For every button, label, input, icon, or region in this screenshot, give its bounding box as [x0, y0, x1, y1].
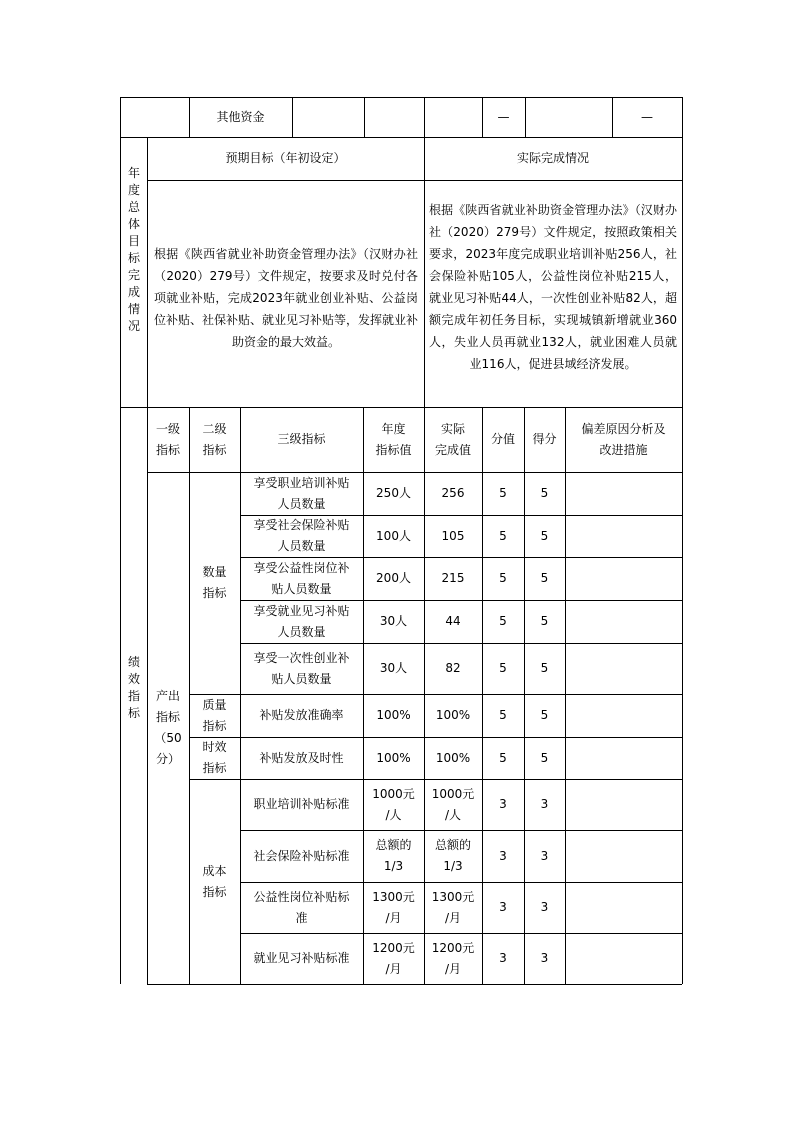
analysis-cell: [565, 933, 682, 984]
target-cell: 100人: [376, 528, 411, 543]
target-cell: 总额的 1/3: [375, 838, 412, 873]
analysis-cell: [565, 737, 682, 779]
dash-cell: —: [641, 109, 653, 124]
level3-cell: 享受就业见习补贴 人员数量: [253, 603, 350, 639]
target-cell: 100%: [376, 708, 411, 722]
actual-cell: 82: [445, 661, 461, 675]
level3-cell: 公益性岗位补贴标 准: [253, 889, 350, 925]
header-level3: 三级指标: [277, 432, 326, 446]
actual-cell: 105: [441, 528, 465, 543]
score-cell: 5: [499, 486, 507, 500]
earned-cell: 5: [540, 614, 549, 628]
score-cell: 5: [499, 528, 507, 543]
actual-completion-header: 实际完成情况: [516, 151, 589, 165]
level3-cell: 享受社会保险补贴 人员数量: [253, 518, 350, 553]
actual-cell: 44: [445, 614, 461, 628]
header-target: 年度 指标值: [375, 421, 412, 457]
actual-cell: 1300元 /月: [431, 889, 475, 925]
target-cell: 30人: [379, 661, 408, 675]
earned-cell: 3: [540, 900, 549, 914]
actual-cell: 256: [441, 486, 465, 500]
target-cell: 1000元 /人: [372, 786, 415, 822]
score-cell: 3: [499, 900, 507, 914]
analysis-cell: [565, 600, 682, 643]
quantity-indicator-label: 数量 指标: [202, 565, 227, 600]
analysis-cell: [565, 830, 682, 882]
level3-cell: 职业培训补贴标准: [253, 797, 350, 811]
score-cell: 5: [499, 571, 507, 585]
earned-cell: 3: [540, 848, 549, 863]
expected-goal-header: 预期目标（年初设定）: [225, 151, 346, 165]
header-level2: 二级 指标: [202, 421, 227, 457]
actual-cell: 100%: [435, 750, 471, 765]
other-funds-label: 其他资金: [216, 109, 265, 124]
earned-cell: 3: [540, 797, 549, 811]
header-actual: 实际 完成值: [434, 421, 471, 457]
score-cell: 5: [499, 661, 507, 675]
actual-cell: 1200元 /月: [431, 940, 475, 976]
actual-cell: 1000元 /人: [431, 786, 475, 822]
analysis-cell: [565, 694, 682, 737]
quality-indicator-label: 质量 指标: [202, 697, 227, 733]
level3-cell: 社会保险补贴标准: [253, 848, 350, 863]
score-cell: 5: [499, 614, 507, 628]
header-score: 分值: [490, 432, 515, 446]
level3-cell: 享受一次性创业补 贴人员数量: [253, 650, 350, 686]
header-earned: 得分: [532, 432, 557, 446]
earned-cell: 3: [540, 951, 549, 965]
earned-cell: 5: [540, 708, 549, 722]
analysis-cell: [565, 472, 682, 515]
cost-indicator-label: 成本 指标: [202, 863, 227, 899]
score-cell: 3: [499, 951, 507, 965]
timeliness-indicator-label: 时效 指标: [202, 740, 227, 775]
target-cell: 250人: [376, 486, 411, 500]
earned-cell: 5: [540, 486, 549, 500]
score-cell: 5: [499, 708, 507, 722]
actual-cell: 215: [441, 571, 465, 585]
actual-cell: 总额的 1/3: [434, 838, 471, 873]
expected-goal-text: 根据《陕西省就业补助资金管理办法》（汉财办社（2020）279号）文件规定，按要求及时兑付各项就业补贴，完成2023年就业创业补贴、公益岗位补贴、社保补贴、就业见习补贴等，发挥就业补助资金的最大效益。: [154, 247, 419, 349]
actual-cell: 100%: [435, 708, 471, 722]
earned-cell: 5: [540, 571, 549, 585]
actual-completion-text: 根据《陕西省就业补助资金管理办法》（汉财办社（2020）279号）文件规定，按照政策相关要求，2023年度完成职业培训补贴256人，社会保险补贴105人，公益性岗位补贴215人，就业见习补贴44人，一次性创业补贴82人，超额完成年初任务目标，实现城镇新增就业360人，失业人员再就业132人，就业困难人员就业116人，促进县域经济发展。: [429, 203, 677, 371]
level3-cell: 享受职业培训补贴 人员数量: [253, 475, 350, 511]
annual-objective-label: 年度总体目标完成情况: [127, 166, 140, 333]
analysis-cell: [565, 643, 682, 694]
target-cell: 30人: [379, 614, 408, 628]
header-level1: 一级 指标: [155, 421, 180, 457]
analysis-cell: [565, 779, 682, 830]
level3-cell: 享受公益性岗位补 贴人员数量: [253, 560, 350, 596]
target-cell: 100%: [376, 750, 411, 765]
level3-cell: 补贴发放准确率: [259, 708, 344, 722]
level3-cell: 就业见习补贴标准: [253, 951, 350, 965]
analysis-cell: [565, 515, 682, 557]
score-cell: 3: [499, 797, 507, 811]
performance-indicator-label: 绩效指标: [127, 655, 140, 720]
level3-cell: 补贴发放及时性: [259, 750, 344, 765]
analysis-cell: [565, 557, 682, 600]
earned-cell: 5: [540, 750, 549, 765]
target-cell: 1200元 /月: [372, 940, 415, 976]
earned-cell: 5: [540, 661, 549, 675]
target-cell: 1300元 /月: [372, 889, 415, 925]
target-cell: 200人: [376, 571, 411, 585]
output-indicator-label: 产出 指标 （50 分）: [154, 689, 182, 766]
analysis-cell: [565, 882, 682, 933]
earned-cell: 5: [540, 528, 549, 543]
score-cell: 5: [499, 750, 507, 765]
dash-cell: —: [497, 109, 510, 124]
score-cell: 3: [499, 848, 507, 863]
header-analysis: 偏差原因分析及 改进措施: [581, 421, 666, 457]
